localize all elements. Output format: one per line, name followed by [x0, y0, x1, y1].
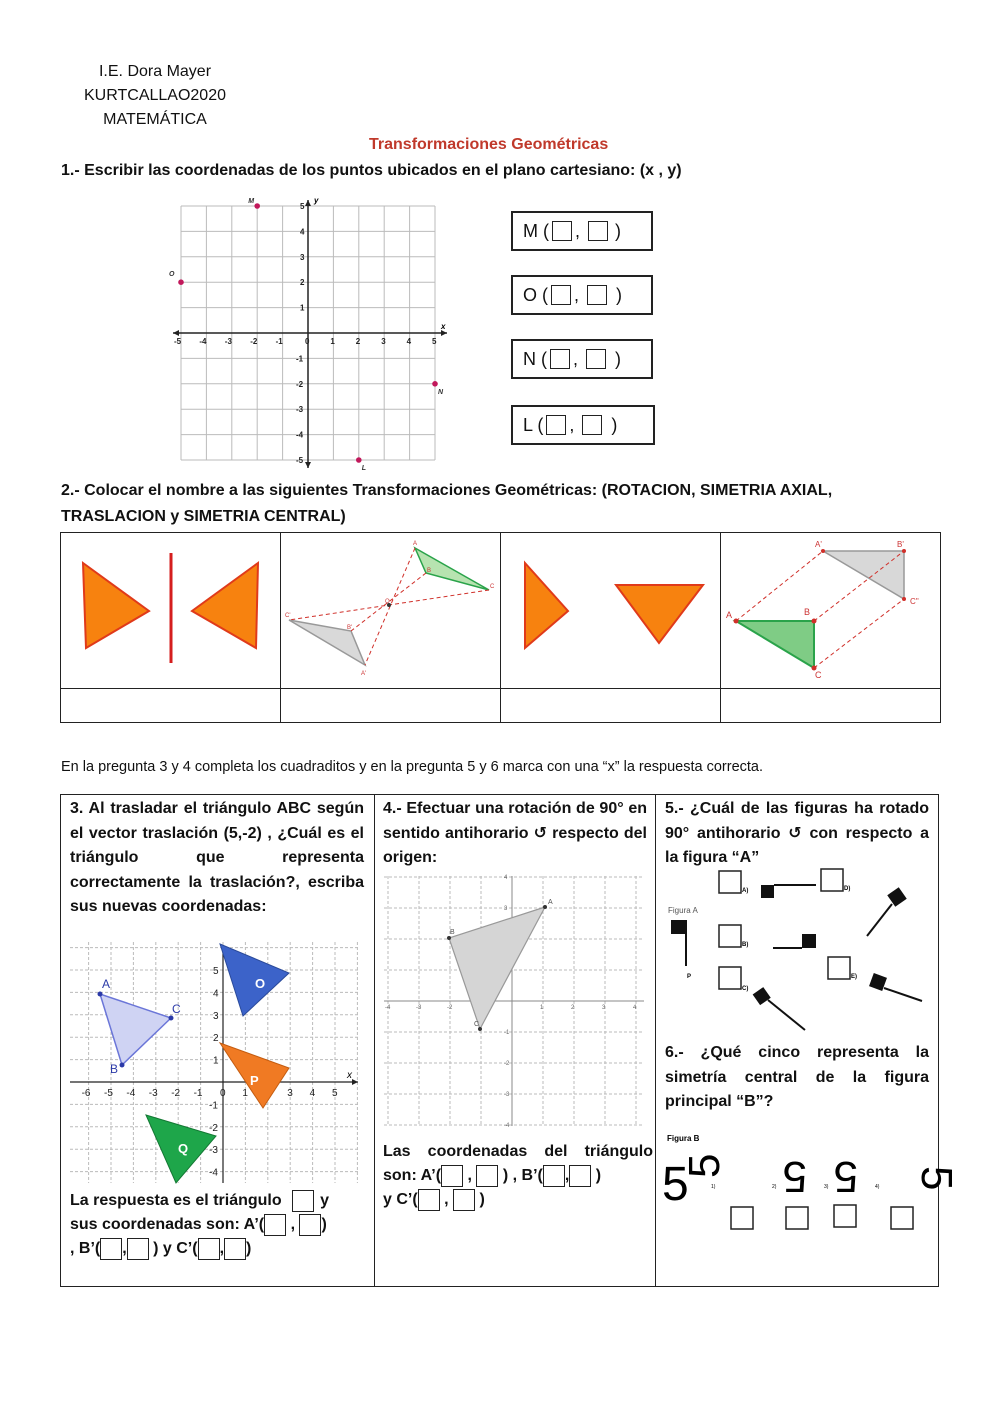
- q4-b-y-box[interactable]: [569, 1165, 591, 1187]
- coord-box-l: [511, 405, 655, 445]
- q1-axis-y-label: y: [314, 196, 319, 205]
- point-label-n: N: [438, 388, 444, 396]
- x-tick-label: -3: [416, 1005, 422, 1011]
- school-code: KURTCALLAO2020: [84, 87, 226, 104]
- x-tick-label: 2: [571, 1005, 575, 1011]
- point-m: [254, 203, 260, 209]
- rotated-triangle: [616, 585, 703, 643]
- q4-answer: [383, 1140, 653, 1212]
- option-c-square: [753, 987, 771, 1005]
- coord-box-m: [511, 211, 653, 251]
- label-q: Q: [178, 1141, 189, 1156]
- q3-axis-x-label: x: [347, 1070, 352, 1081]
- y-tick-label: -3: [296, 405, 304, 415]
- x-tick-label: 0: [305, 337, 310, 346]
- x-tick-label: 4: [633, 1005, 637, 1011]
- comma: ,: [444, 1191, 449, 1208]
- point-label-o: O: [169, 271, 175, 279]
- q3-b-x-box[interactable]: [100, 1238, 122, 1260]
- label-c: C: [172, 1002, 181, 1016]
- close-paren: ): [246, 1240, 252, 1257]
- y-tick-label: -4: [209, 1167, 218, 1179]
- comma: ,: [569, 414, 575, 435]
- option-d-stick: [867, 904, 892, 936]
- q2-answer-cell-3[interactable]: [501, 689, 721, 723]
- comma: ,: [574, 284, 580, 305]
- page-title: Transformaciones Geométricas: [369, 136, 609, 153]
- answer-box-o-y[interactable]: [587, 285, 607, 305]
- q5-option-e-box[interactable]: [828, 957, 850, 979]
- option-b-square: [802, 934, 816, 948]
- answer-box-n-y[interactable]: [586, 349, 606, 369]
- q2-fig1-axial-symmetry: [61, 533, 280, 683]
- q6-option-1-label: 1): [711, 1184, 716, 1190]
- dashed-line: [814, 599, 904, 668]
- x-tick-label: -3: [148, 1088, 158, 1099]
- x-tick-label: 1: [540, 1005, 544, 1011]
- label-b: B: [110, 1062, 119, 1076]
- label-c: C: [815, 670, 822, 680]
- q2-answer-cell-2[interactable]: [281, 689, 501, 723]
- q2-fig4-cell: [721, 533, 941, 689]
- answer-box-m-x[interactable]: [552, 221, 572, 241]
- y-tick-label: -2: [209, 1122, 218, 1134]
- gray-triangle: [823, 551, 904, 599]
- q6-option-2-label: 2): [772, 1184, 777, 1190]
- x-tick-label: -3: [224, 337, 232, 346]
- column-divider: [374, 794, 375, 1287]
- q3-b-label: , B’(: [70, 1240, 101, 1257]
- label-c2: C': [285, 613, 291, 619]
- point: [812, 619, 817, 624]
- x-tick-label: 1: [330, 337, 335, 346]
- answer-box-m-y[interactable]: [588, 221, 608, 241]
- q2-fig3-cell: [501, 533, 721, 689]
- option-1-five: 5: [680, 1153, 729, 1178]
- close-paren: ): [479, 1191, 485, 1208]
- option-a-square: [761, 885, 774, 898]
- label-b2: B': [347, 625, 353, 631]
- q1-cartesian-plane: [165, 190, 455, 475]
- x-tick-label: 5: [332, 1088, 338, 1099]
- q6-figures: [662, 1130, 961, 1235]
- q3-b-y-box[interactable]: [127, 1238, 149, 1260]
- y-tick-label: -4: [296, 430, 304, 440]
- column-divider: [655, 794, 656, 1287]
- label-o: O: [255, 976, 266, 991]
- comma: ,: [564, 1167, 570, 1184]
- q2-answer-cell-4[interactable]: [721, 689, 941, 723]
- q6-option-4-box[interactable]: [891, 1207, 913, 1229]
- x-tick-label: 5: [432, 337, 437, 346]
- q2-table: [60, 532, 941, 723]
- answer-box-o-x[interactable]: [551, 285, 571, 305]
- point: [902, 549, 906, 553]
- y-tick-label: 1: [213, 1055, 219, 1067]
- label-p: P: [250, 1073, 259, 1088]
- x-tick-label: -6: [81, 1088, 91, 1099]
- point: [902, 597, 906, 601]
- x-tick-label: 4: [309, 1088, 316, 1099]
- figure-a-square: [671, 920, 685, 934]
- x-tick-label: -1: [193, 1088, 203, 1099]
- q4-b-x-box[interactable]: [543, 1165, 565, 1187]
- y-tick-label: -1: [209, 1100, 218, 1112]
- q4-c-x-box[interactable]: [418, 1189, 440, 1211]
- q4-a-y-box[interactable]: [476, 1165, 498, 1187]
- close-paren: ): [595, 1167, 602, 1184]
- x-tick-label: 3: [381, 337, 386, 346]
- y-tick-label: -2: [504, 1061, 510, 1067]
- point-label-l: L: [361, 465, 367, 472]
- point: [821, 549, 825, 553]
- y-tick-label: 3: [213, 1010, 219, 1022]
- option-c-stick: [768, 1000, 805, 1030]
- point-label-m: M: [248, 198, 255, 205]
- q4-b-label: ) , B’(: [502, 1167, 543, 1184]
- coord-label-o: O (: [523, 284, 548, 305]
- x-tick-label: -4: [199, 337, 207, 346]
- label-c: C: [474, 1021, 480, 1028]
- point: [734, 619, 739, 624]
- q2-fig4-translation: [721, 533, 940, 683]
- point-n: [432, 381, 438, 387]
- option-d-square: [887, 887, 906, 906]
- q6-option-3-box[interactable]: [834, 1205, 856, 1227]
- point: [169, 1016, 174, 1021]
- point: [543, 905, 547, 909]
- label-a: A: [102, 977, 111, 991]
- close-paren: ): [615, 220, 622, 241]
- q3-c-x-box[interactable]: [198, 1238, 220, 1260]
- q3-text: 3. Al trasladar el triángulo ABC según el vector traslación (5,-2) , ¿Cuál es el triángulo que representa correctamente la traslación?, escriba sus nuevas coordenadas:: [70, 800, 364, 915]
- x-tick-label: -4: [126, 1088, 136, 1099]
- y-tick-label: -2: [296, 379, 304, 389]
- figure-b-five: 5: [662, 1158, 689, 1211]
- q5-option-b-label: B): [742, 942, 749, 948]
- x-tick-label: 1: [242, 1088, 248, 1099]
- point-o: [178, 279, 184, 285]
- q5-option-a-box[interactable]: [719, 871, 741, 893]
- y-tick-label: 4: [213, 988, 219, 1000]
- y-tick-label: 5: [213, 966, 219, 977]
- y-tick-label: 2: [300, 278, 305, 288]
- q5-option-c-box[interactable]: [719, 967, 741, 989]
- triangle-image: [192, 563, 258, 648]
- label-c: C: [490, 584, 495, 590]
- y-arrow-down-icon: [305, 462, 311, 468]
- label-a2: A': [361, 671, 367, 677]
- point: [98, 992, 103, 997]
- x-tick-label: 4: [406, 337, 412, 346]
- x-tick-label: -2: [250, 337, 258, 346]
- q6-option-1-box[interactable]: [731, 1207, 753, 1229]
- q4-a-x-box[interactable]: [441, 1165, 463, 1187]
- q6-option-2-box[interactable]: [786, 1207, 808, 1229]
- q3-answer: [70, 1189, 370, 1261]
- option-e-stick: [884, 988, 922, 1001]
- y-tick-label: 1: [300, 303, 305, 313]
- y-tick-label: -1: [504, 1030, 510, 1036]
- y-tick-label: -4: [504, 1123, 510, 1129]
- q2-text-line2: TRASLACION y SIMETRIA CENTRAL): [61, 508, 346, 525]
- y-tick-label: 2: [213, 1033, 219, 1045]
- label-a: A: [726, 610, 733, 620]
- label-a: A: [413, 541, 418, 547]
- instructions-note: En la pregunta 3 y 4 completa los cuadraditos y en la pregunta 5 y 6 marca con una “x” la respuesta correcta.: [61, 759, 764, 775]
- q5-option-d-label: D): [844, 886, 851, 892]
- q4-c-label: y C’(: [383, 1191, 418, 1208]
- triangle: [83, 563, 149, 648]
- q5-text: 5.- ¿Cuál de las figuras ha rotado 90° antihorario ↺ con respecto a la figura “A”: [665, 800, 929, 866]
- y-tick-label: 4: [300, 227, 305, 237]
- q2-answer-cell-1[interactable]: [61, 689, 281, 723]
- label-a1: A': [815, 540, 822, 549]
- point: [120, 1063, 125, 1068]
- x-tick-label: -1: [275, 337, 283, 346]
- q5-figures: [662, 866, 932, 1036]
- triangle: [525, 563, 568, 648]
- label-c1: C'': [910, 597, 919, 606]
- q1-axis-x-label: x: [441, 322, 446, 331]
- option-4-five: 5: [912, 1166, 961, 1191]
- x-tick-label: 0: [220, 1088, 226, 1099]
- coord-box-o: [511, 275, 653, 315]
- q5-option-d-box[interactable]: [821, 869, 843, 891]
- y-tick-label: -5: [296, 456, 304, 465]
- close-paren: ): [616, 284, 623, 305]
- figure-b-label: Figura B: [667, 1134, 700, 1143]
- close-paren: ): [321, 1216, 327, 1233]
- y-arrow-icon: [305, 200, 311, 206]
- label-b1: B': [897, 540, 904, 549]
- answer-box-l-x[interactable]: [546, 415, 566, 435]
- q3-a-y-box[interactable]: [299, 1214, 321, 1236]
- y-tick-label: 5: [300, 202, 305, 211]
- q3-graph: [70, 940, 366, 1185]
- point-l: [356, 457, 362, 463]
- y-tick-label: 3: [504, 906, 508, 912]
- label-b: B: [427, 568, 432, 574]
- q2-fig2-central-symmetry: [281, 533, 500, 683]
- option-3-five: 5: [833, 1152, 858, 1201]
- x-tick-label: -5: [104, 1088, 113, 1099]
- school-name: I.E. Dora Mayer: [98, 63, 212, 80]
- q5-option-b-box[interactable]: [719, 925, 741, 947]
- x-tick-label: 3: [287, 1088, 293, 1099]
- figure-a-label: Figura A: [668, 906, 698, 915]
- x-tick-label: 3: [602, 1005, 606, 1011]
- triangle-abc: [449, 907, 545, 1029]
- x-tick-label: -5: [174, 337, 182, 346]
- close-paren: ): [611, 414, 618, 435]
- green-triangle: [736, 621, 814, 668]
- close-paren: ): [615, 348, 622, 369]
- point: [447, 936, 451, 940]
- q4-text: 4.- Efectuar una rotación de 90° en sentido antihorario ↺ respecto del origen:: [383, 800, 647, 866]
- x-arrow-left-icon: [173, 330, 179, 336]
- q3-c-y-box[interactable]: [224, 1238, 246, 1260]
- q2-fig2-cell: [281, 533, 501, 689]
- comma: ,: [575, 220, 581, 241]
- q3-answer-triangle-box[interactable]: [292, 1190, 314, 1212]
- y-tick-label: 3: [300, 252, 305, 262]
- x-tick-label: -2: [171, 1088, 181, 1099]
- gray-triangle: [289, 620, 365, 665]
- label-b: B: [450, 929, 455, 936]
- q2-text-line1: 2.- Colocar el nombre a las siguientes Transformaciones Geométricas: (ROTACION, SIMETRIA AXIAL,: [61, 482, 833, 499]
- y-tick-label: -3: [209, 1145, 218, 1157]
- q4-answer-label: Las coordenadas del triángulo son: A’(: [383, 1143, 653, 1184]
- answer-box-l-y[interactable]: [582, 415, 602, 435]
- figure-a-p: P: [687, 974, 692, 980]
- answer-box-n-x[interactable]: [550, 349, 570, 369]
- q5-option-a-label: A): [742, 888, 749, 894]
- q1-text: 1.- Escribir las coordenadas de los puntos ubicados en el plano cartesiano: (x , y): [61, 162, 682, 179]
- label-o: O: [385, 599, 390, 605]
- option-2-five: 5: [782, 1152, 807, 1201]
- q4-graph: [382, 874, 646, 1128]
- q3-and: y: [320, 1192, 329, 1209]
- q3-coord-label: sus coordenadas son: A’(: [70, 1216, 265, 1233]
- q5-option-e-label: E): [851, 974, 857, 980]
- q5-option-c-label: C): [742, 986, 749, 992]
- q2-fig3-rotation: [501, 533, 720, 683]
- comma: ,: [467, 1167, 472, 1184]
- q4-c-y-box[interactable]: [453, 1189, 475, 1211]
- coord-label-l: L (: [523, 414, 544, 435]
- coord-label-m: M (: [523, 220, 549, 241]
- x-tick-label: -4: [385, 1005, 391, 1011]
- q6-option-4-label: 4): [875, 1184, 880, 1190]
- q6-option-3-label: 3): [824, 1184, 829, 1190]
- comma: ,: [573, 348, 579, 369]
- q3-a-x-box[interactable]: [264, 1214, 286, 1236]
- comma: ,: [219, 1240, 225, 1257]
- comma: ,: [290, 1216, 296, 1233]
- comma: ,: [122, 1240, 127, 1257]
- q3-c-label: ) y C’(: [153, 1240, 198, 1257]
- y-tick-label: 4: [504, 875, 508, 881]
- y-tick-label: -3: [504, 1092, 510, 1098]
- x-tick-label: -2: [447, 1005, 453, 1011]
- q6-text: 6.- ¿Qué cinco representa la simetría central de la figura principal “B”?: [665, 1044, 929, 1110]
- x-tick-label: 2: [355, 337, 361, 346]
- label-b: B: [804, 607, 811, 617]
- coord-box-n: [511, 339, 653, 379]
- label-a: A: [548, 899, 553, 906]
- q3-answer-label: La respuesta es el triángulo: [70, 1192, 282, 1209]
- q2-fig1-cell: [61, 533, 281, 689]
- subject-name: MATEMÁTICA: [103, 111, 207, 128]
- y-tick-label: -1: [296, 354, 304, 364]
- coord-label-n: N (: [523, 348, 547, 369]
